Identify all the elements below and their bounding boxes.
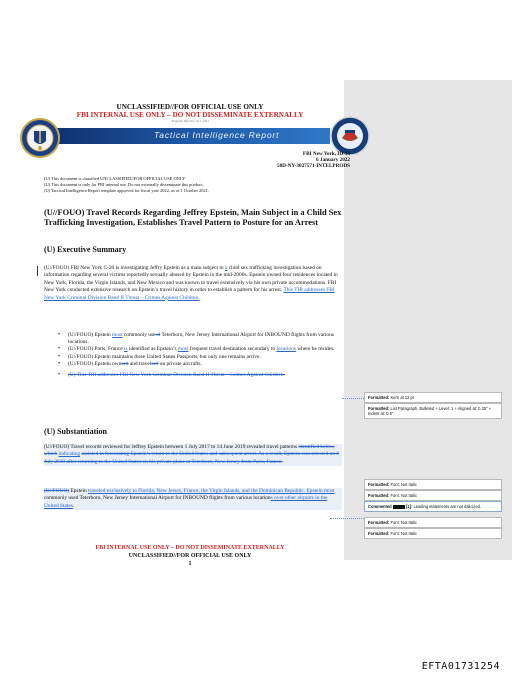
redaction-box [393,505,405,509]
comment-balloon[interactable]: Formatted: Kern at 12 pt [364,392,502,403]
list-item [58,372,348,379]
comment-balloon[interactable]: Formatted: Font: Not Italic [364,490,502,501]
template-note: Template Effective 10-1-2021 [171,119,209,123]
notice-line: (U) Tactical Intelligence Report template approved for fiscal year 2022, as of 1 October 2021. [44,188,209,193]
report-title: (U//FOUO) Travel Records Regarding Jeffrey Epstein, Main Subject in a Child Sex Trafficking Investigation, Establishes Travel Pattern to Posture for an Arrest [44,208,342,228]
comment-balloon[interactable]: Formatted: Font: Not Italic [364,528,502,539]
footer-dissemination: FBI INTERNAL USE ONLY – DO NOT DISSEMINATE EXTERNALLY [95,545,285,551]
substantiation-paragraph-2: (U//FOUO) Epstein traveled exclusively to Florida, New Jersey, France, the Virgin Islands, and the Dominican Republic. Epstein most commonly used Teterboro, New Jersey International Airport for INBOUND flights from various locations over other airports in the United States. [44,488,342,510]
banner-title: Tactical Intelligence Report [154,130,280,140]
notice-line: (U) This document is classified UNCLASSIFIED//FOR OFFICIAL USE ONLY [44,176,186,181]
page-number: 1 [188,561,192,567]
report-id: 50D-NY-3027571-INTELPRODS [276,163,350,169]
report-date: 6 January 2022 [315,157,350,163]
deleted-bullet: (U) This TIR addresses FBI New York Criminal Division Band II Threat – Crimes Against Children. [68,372,285,379]
substantiation-paragraph-1: (U//FOUO) Travel records reviewed for Jeffrey Epstein between 1 July 2017 to 14 June 2019 revealed travel patterns identified below, which indicating assisted in forecasting Epstein’s return to the United States and subsequent arrest. As a result, Epstein was arrested on 6 July 2019 after returning to the United States on his private plane at Teterboro, New Jersey from Paris, France. [44,444,342,466]
comment-connector [342,398,364,399]
exec-summary-heading: (U) Executive Summary [44,245,127,254]
exec-summary-bullets [58,332,348,379]
comment-balloon[interactable]: Commented [1]: Leading statements are not italicized. [364,501,502,512]
office-line: FBI New York, ID-13 [302,151,350,157]
exec-summary-paragraph: (U//FOUO) FBI New York C-20 is investigating Jeffry Epstein as a main subject in a child sex trafficking investigation based on information regarding several victims reportedly sexually abused by Epstein in the mid-2000s. Epstein owned four residences located in New York, Florida, the Virgin Islands, and New Mexico and was known to travel extensively via his own private accommodations. FBI New York conducted extensive research on Epstein’s travel history in order to establish a pattern for his arrest. This TIR addresses FBI New York Criminal Division Band II Threat – Crimes Against Children. [44,265,338,301]
comment-connector [330,518,364,519]
report-banner [34,128,330,144]
notice-line: (U) This document is only for FBI internal use. Do not externally disseminate this product. [44,182,204,187]
header-classification: UNCLASSIFIED//FOR OFFICIAL USE ONLY [116,103,264,111]
list-item: • (U//FOUO) Epstein ownsed and travelsed on private aircrafts. [58,361,348,368]
bates-number: EFTA01731254 [421,661,500,672]
comment-balloon[interactable]: Formatted: Font: Not Italic [364,479,502,490]
fbi-seal-icon [20,118,60,158]
dhs-seal-icon [330,116,370,156]
substantiation-heading: (U) Substantiation [44,427,107,436]
header-dissemination: FBI INTERNAL USE ONLY – DO NOT DISSEMINATE EXTERNALLY [76,111,304,119]
comment-balloon[interactable]: Formatted: List Paragraph, Bulleted + Level: 1 + Aligned at: 0.25" + Indent at: 0.5" [364,403,502,419]
revision-insert: a [224,265,228,271]
list-item: • (U//FOUO) Paris, France is identified as Epstein’s most frequent travel destination secondary to locations where he resides. [58,346,348,353]
revision-insert: This TIR addresses FBI New York Criminal Division Band II Threat – Crimes Against Children. [44,287,335,301]
list-item: • (U//FOUO) Epstein maintains three United States Passports, but only one remains active. [58,354,348,361]
footer-classification: UNCLASSIFIED//FOR OFFICIAL USE ONLY [128,553,252,559]
change-bar [37,266,38,276]
comment-balloon[interactable]: Formatted: Font: Not Italic [364,517,502,528]
list-item: • (U//FOUO) Epstein most commonly usesd Teterboro, New Jersey International Airport for INBOUND flights from various locations. [58,332,348,346]
